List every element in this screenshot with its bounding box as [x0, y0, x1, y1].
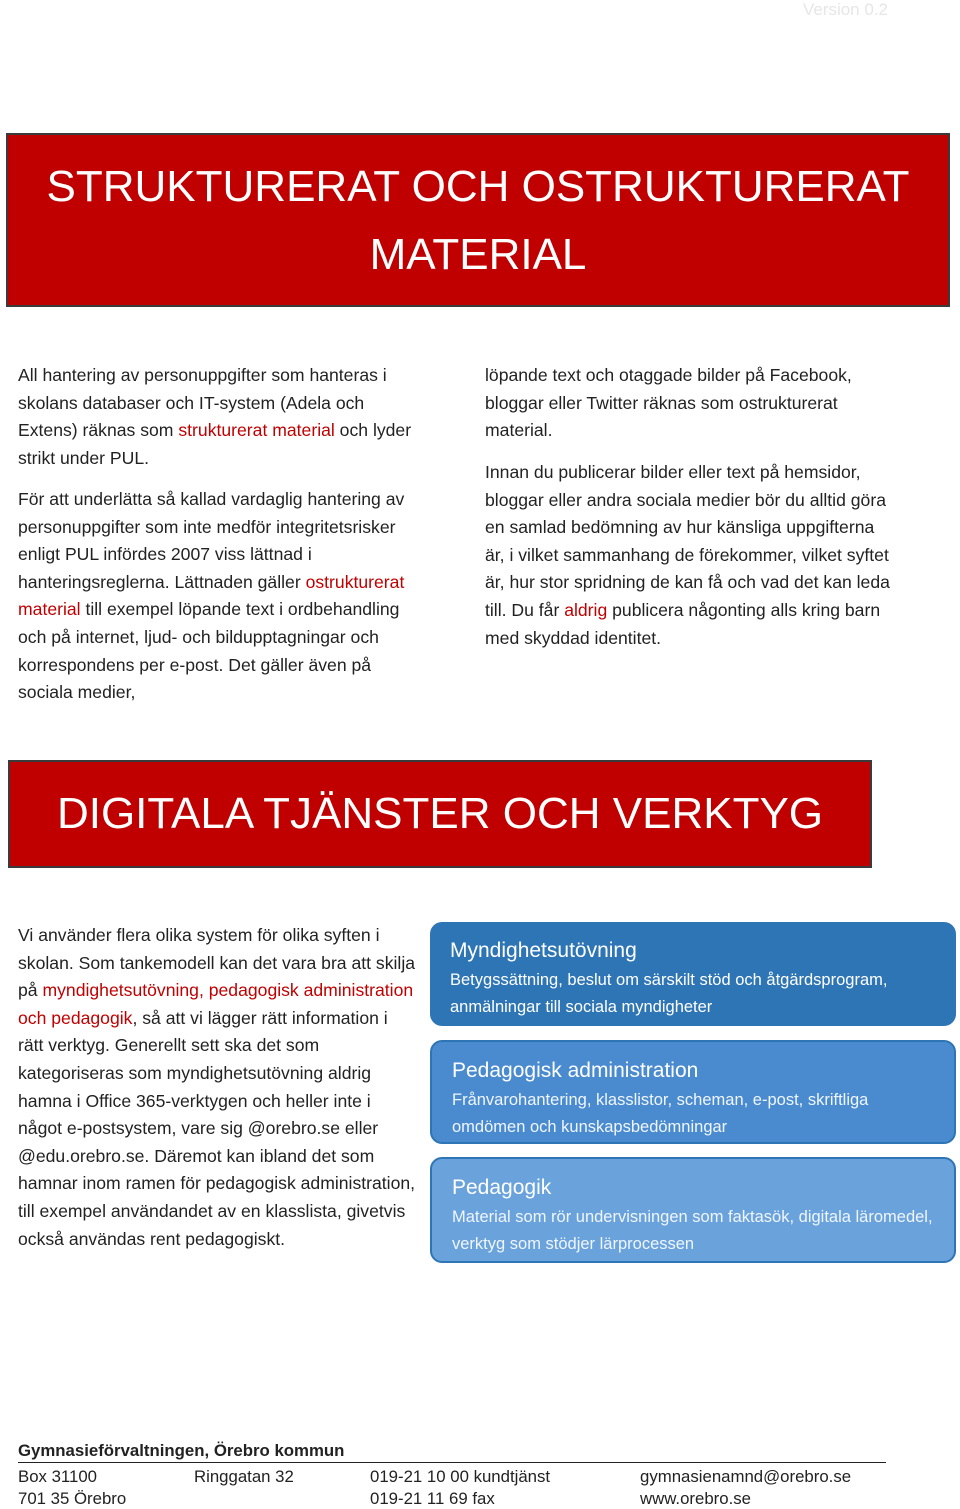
- paragraph-publishing: [485, 459, 895, 652]
- category-title: Pedagogisk administration: [452, 1059, 699, 1082]
- section-title-banner: [6, 133, 950, 307]
- footer-postal: 701 35 Örebro: [18, 1489, 127, 1508]
- text: Vi använder flera olika system för olika syften i skolan. Som tankemodell kan det vara bra att skilja på: [18, 925, 416, 1001]
- paragraph-unstructured-material: [18, 486, 422, 707]
- footer: [18, 1441, 958, 1507]
- category-box-pedagogy: [430, 1157, 956, 1263]
- footer-email[interactable]: gymnasienamnd@orebro.se: [640, 1467, 852, 1486]
- section-title-banner-digital: [8, 760, 872, 868]
- text: All hantering av personuppgifter som hanteras i skolans databaser och IT-system (Adela och Extens) räknas som: [18, 365, 387, 441]
- category-description: Frånvarohantering, klasslistor, scheman, e-post, skriftliga omdömen och kunskapsbedömningar: [452, 1091, 869, 1136]
- category-description: Material som rör undervisningen som faktasök, digitala läromedel, verktyg som stödjer lärprocessen: [452, 1208, 933, 1253]
- highlight-structured: strukturerat material: [178, 420, 335, 441]
- highlight-categories: myndighetsutövning, pedagogisk administration och pedagogik: [18, 980, 414, 1028]
- version-label: Version 0.2: [802, 0, 888, 19]
- footer-fax: 019-21 11 69 fax: [370, 1489, 495, 1508]
- footer-divider: [18, 1462, 886, 1463]
- paragraph-structured-material: [18, 362, 420, 472]
- category-title: Myndighetsutövning: [450, 939, 637, 962]
- section-title-line1: STRUKTURERAT OCH OSTRUKTURERAT: [46, 162, 910, 211]
- footer-phone: 019-21 10 00 kundtjänst: [370, 1467, 551, 1486]
- footer-address: Box 31100: [18, 1467, 97, 1486]
- text: , så att vi lägger rätt information i rätt verktyg. Generellt sett ska det som kategoriseras som myndighetsutövning aldrig hamna i Office 365-verktygen och heller inte i något e-postsystem, vare sig @orebro.se eller @edu.orebro.se. Däremot kan ibland det som hamnar inom ramen för pedagogisk administration, till exempel användandet av en klasslista, givetvis också användas rent pedagogiskt.: [18, 1007, 416, 1249]
- text: publicera någonting alls kring barn med skyddad identitet.: [485, 599, 881, 648]
- paragraph-social-media: löpande text och otaggade bilder på Facebook, bloggar eller Twitter räknas som ostrukturerat material.: [485, 365, 852, 441]
- text: till exempel löpande text i ordbehandling och på internet, ljud- och bildupptagningar och korrespondens per e-post. Det gäller även på sociala medier,: [18, 599, 400, 703]
- category-box-pedagogical-admin: [430, 1040, 956, 1144]
- section-title-line2: MATERIAL: [369, 230, 587, 279]
- category-box-authority: [430, 922, 956, 1026]
- text: För att underlätta så kallad vardaglig hantering av personuppgifter som inte medför integritetsrisker enligt PUL infördes 2007 viss lättnad i hanteringsreglerna. Lättnaden gäller: [18, 489, 405, 592]
- category-description: Betygssättning, beslut om särskilt stöd och åtgärdsprogram, anmälningar till sociala myndigheter: [450, 971, 888, 1016]
- highlight-never: aldrig: [564, 599, 608, 620]
- highlight-unstructured: ostrukturerat material: [18, 571, 405, 620]
- paragraph-digital-tools: [18, 922, 416, 1253]
- footer-street: Ringgatan 32: [194, 1467, 294, 1486]
- footer-organization: Gymnasieförvaltningen, Örebro kommun: [18, 1441, 345, 1460]
- text: och lyder strikt under PUL.: [18, 420, 412, 468]
- footer-website[interactable]: www.orebro.se: [640, 1489, 751, 1508]
- section-title-digital: DIGITALA TJÄNSTER OCH VERKTYG: [56, 789, 824, 838]
- category-title: Pedagogik: [452, 1176, 552, 1199]
- text: Innan du publicerar bilder eller text på hemsidor, bloggar eller andra sociala medier bör du alltid göra en samlad bedömning av hur känsliga uppgifterna är, i vilket sammanhang de förekommer, vilket syftet är, hur stor spridning de kan få och vad det kan leda till. Du får: [485, 462, 890, 620]
